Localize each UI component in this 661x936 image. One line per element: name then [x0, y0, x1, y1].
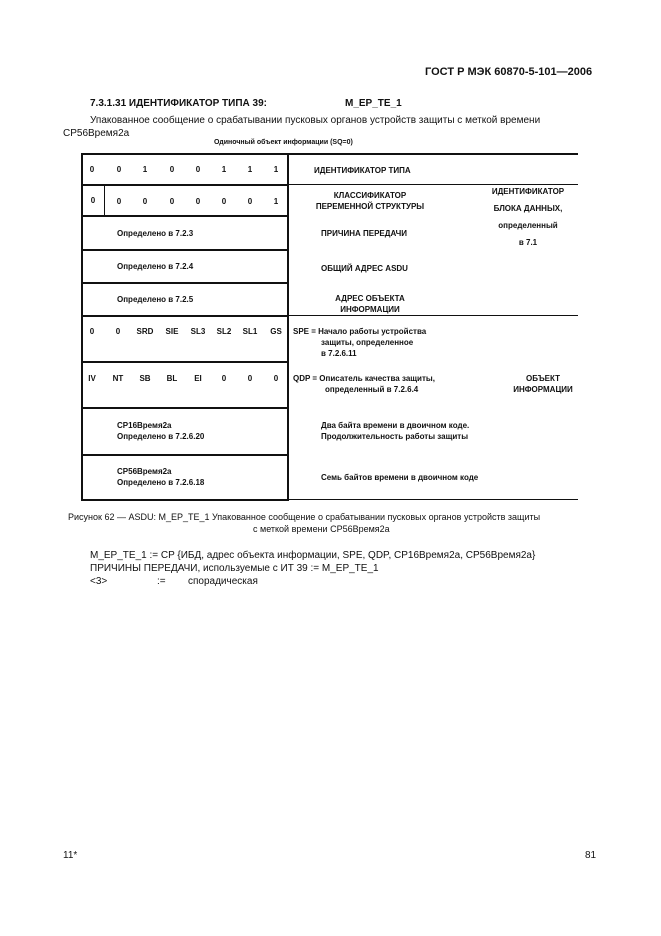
row7-bit: IV: [88, 374, 96, 383]
row7-bit: BL: [166, 374, 178, 383]
row3-label: ПРИЧИНА ПЕРЕДАЧИ: [321, 229, 407, 238]
row1-bit: 0: [195, 165, 201, 174]
row1-bit: 0: [169, 165, 175, 174]
row7-bit: 0: [221, 374, 227, 383]
cause-meaning: спорадическая: [188, 576, 258, 587]
row7-bit: NT: [112, 374, 124, 383]
row6-bit: SL3: [190, 327, 206, 336]
section-description-cont: CP56Время2а: [63, 128, 130, 139]
figure-top-caption: Одиночный объект информации (SQ=0): [214, 139, 353, 146]
row6-label-line2: защиты, определенное: [321, 338, 414, 347]
row6-bit: GS: [270, 327, 282, 336]
row5-left: Определено в 7.2.5: [117, 295, 194, 304]
row6-label-line3: в 7.2.6.11: [321, 349, 357, 358]
row7-label-line1: QDP = Описатель качества защиты,: [293, 374, 435, 383]
row6-bit: 0: [115, 327, 121, 336]
row5-label-line1: АДРЕС ОБЪЕКТА: [335, 294, 405, 303]
row1-bit: 1: [247, 165, 253, 174]
row6-bit: SL2: [216, 327, 232, 336]
row1-bit: 0: [116, 165, 122, 174]
row6-bit: 0: [89, 327, 95, 336]
row7-bit: 0: [247, 374, 253, 383]
row9-left-line2: Определено в 7.2.6.18: [117, 478, 205, 487]
row1-bit: 1: [221, 165, 227, 174]
row7-bit: EI: [194, 374, 202, 383]
row1-bit: 0: [89, 165, 95, 174]
formula-line1: M_EP_TE_1 := CP {ИБД, адрес объекта информации, SPE, QDP, CP16Время2а, CP56Время2а}: [90, 550, 536, 561]
section-description: Упакованное сообщение о срабатывании пусковых органов устройств защиты с меткой времени: [90, 115, 541, 126]
row2-bit: 1: [273, 197, 279, 206]
row7-bit: 0: [273, 374, 279, 383]
document-header: ГОСТ Р МЭК 60870-5-101—2006: [425, 66, 593, 78]
row8-left-line2: Определено в 7.2.6.20: [117, 432, 205, 441]
section-title: 7.3.1.31 ИДЕНТИФИКАТОР ТИПА 39:: [90, 98, 267, 109]
row5-label-line2: ИНФОРМАЦИИ: [340, 305, 400, 314]
row8-label-line1: Два байта времени в двоичном коде.: [321, 421, 470, 430]
footer-left: 11*: [63, 850, 78, 861]
type-code: M_EP_TE_1: [345, 98, 402, 109]
row2-bit: 0: [195, 197, 201, 206]
row6-bit: SIE: [165, 327, 179, 336]
row7-label-line2: определенный в 7.2.6.4: [325, 385, 419, 394]
row1-bit: 1: [273, 165, 279, 174]
row6-label-line1: SPE = Начало работы устройства: [293, 327, 427, 336]
figure-caption-line1: Рисунок 62 — ASDU: M_EP_TE_1 Упакованное сообщение о срабатывании пусковых органов устройств защиты: [68, 512, 541, 522]
row8-label-line2: Продолжительность работы защиты: [321, 432, 469, 441]
row7-bit: SB: [139, 374, 151, 383]
row2-bit: 0: [247, 197, 253, 206]
row2-bit: 0: [221, 197, 227, 206]
row4-label: ОБЩИЙ АДРЕС ASDU: [321, 264, 408, 273]
row2-bit: 0: [142, 197, 148, 206]
cause-assign: :=: [157, 576, 166, 587]
row2-bit: 0: [116, 197, 122, 206]
formula-line2: ПРИЧИНЫ ПЕРЕДАЧИ, используемые с ИТ 39 := M_EP_TE_1: [90, 563, 379, 574]
row6-bit: SL1: [242, 327, 258, 336]
page-number: 81: [585, 850, 597, 861]
row8-left-line1: CP16Время2а: [117, 421, 172, 430]
information-object-label: ОБЪЕКТ ИНФОРМАЦИИ: [513, 374, 573, 394]
figure-caption-line2: с меткой времени CP56Время2а: [253, 524, 390, 534]
row2-bit: 0: [169, 197, 175, 206]
data-unit-identifier-label: ИДЕНТИФИКАТОР БЛОКА ДАННЫХ, определенный в 7.1: [491, 187, 565, 247]
row2-label-line1: КЛАССИФИКАТОР: [333, 191, 407, 200]
row4-left: Определено в 7.2.4: [117, 262, 194, 271]
row6-bit: SRD: [136, 327, 154, 336]
row1-label: ИДЕНТИФИКАТОР ТИПА: [314, 166, 411, 175]
cause-code: <3>: [90, 576, 108, 587]
row2-label-line2: ПЕРЕМЕННОЙ СТРУКТУРЫ: [315, 202, 425, 211]
row1-bit: 1: [142, 165, 148, 174]
row2-bit: 0: [90, 196, 96, 205]
row9-left-line1: CP56Время2а: [117, 467, 172, 476]
row9-label: Семь байтов времени в двоичном коде: [321, 473, 479, 482]
row3-left: Определено в 7.2.3: [117, 229, 194, 238]
